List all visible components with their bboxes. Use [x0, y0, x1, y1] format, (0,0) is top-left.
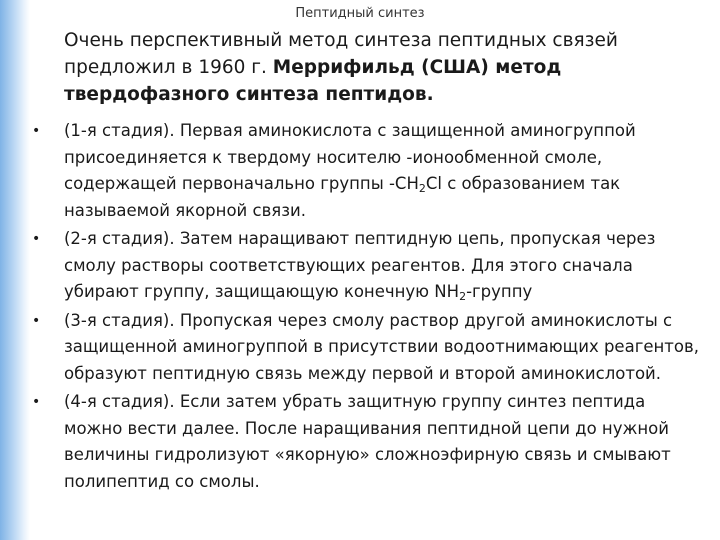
bullet-icon: •	[32, 231, 41, 247]
list-item	[30, 226, 702, 306]
bullet-icon: •	[32, 394, 41, 410]
item-text-tail: Cl с образованием так называемой якорной связи.	[64, 174, 621, 220]
intro-bold-text: Меррифильд (США) метод твердофазного синтеза пептидов.	[64, 57, 562, 105]
subscript: 2	[418, 182, 426, 195]
left-gradient-band	[0, 0, 30, 540]
slide-title: Пептидный синтез	[295, 6, 425, 21]
bullet-icon: •	[32, 123, 41, 139]
item-text: (2-я стадия). Затем наращивают пептидную цепь, пропуская через смолу растворы соответствующих реагентов. Для этого сначала убирают группу, защищающую конечную NH	[64, 229, 656, 301]
list-item	[30, 118, 702, 224]
list-item	[30, 389, 702, 495]
subscript: 2	[459, 290, 467, 303]
item-text: (1-я стадия). Первая аминокислота с защищенной аминогруппой присоединяется к твердому носителю -ионообменной смоле, содержащей первоначально группы -CH	[64, 121, 636, 193]
intro-paragraph	[64, 27, 704, 108]
item-text: (3-я стадия). Пропуская через смолу раствор другой аминокислоты с защищенной аминогруппой в присутствии водоотнимающих реагентов, образуют пептидную связь между первой и второй аминокислотой.	[64, 310, 699, 383]
item-text-tail: -группу	[466, 282, 533, 301]
stage-list	[30, 118, 702, 497]
bullet-icon: •	[32, 312, 41, 329]
intro-text: Очень перспективный метод синтеза пептидных связей предложил в 1960 г.	[64, 30, 618, 78]
item-text: (4-я стадия). Если затем убрать защитную группу синтез пептида можно вести далее. После наращивания пептидной цепи до нужной величины гидролизуют «якорную» сложноэфирную связь и смывают полипептид со смолы.	[64, 392, 671, 491]
list-item	[30, 308, 702, 388]
